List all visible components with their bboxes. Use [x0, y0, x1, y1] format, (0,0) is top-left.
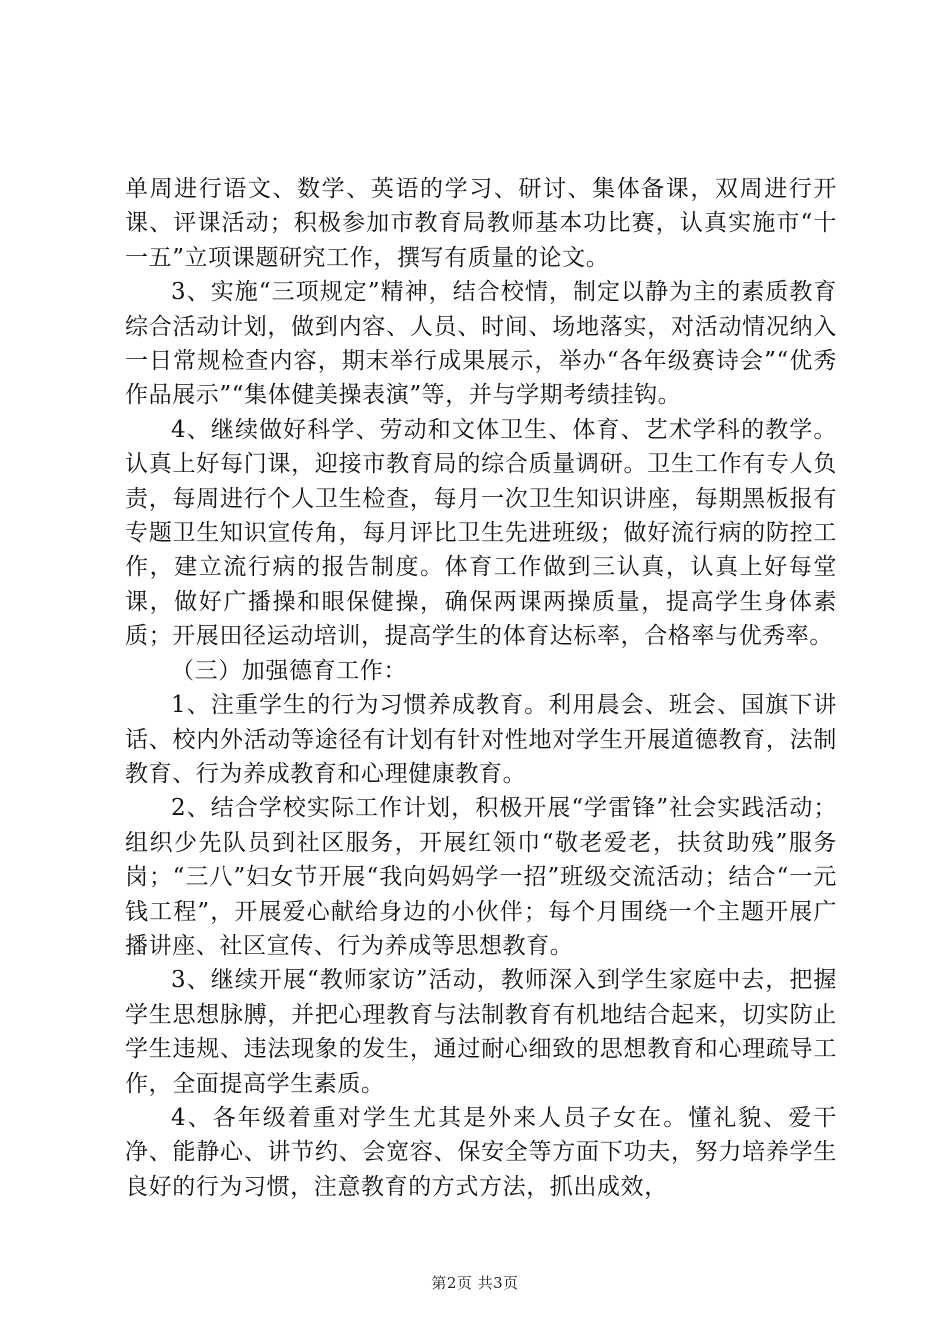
paragraph-item-3-home-visits: 3、继续开展“教师家访”活动，教师深入到学生家庭中去，把握学生思想脉膊，并把心理教育与法制教育有机地结合起来，切实防止学生违规、违法现象的发生，通过耐心细致的思想教育和心理疏导工作，全面提高学生素质。	[125, 967, 837, 1097]
section-heading-moral-education: （三）加强德育工作：	[171, 657, 407, 684]
paragraph-item-3-activities: 3、实施“三项规定”精神，结合校情，制定以静为主的素质教育综合活动计划，做到内容、人员、时间、场地落实，对活动情况纳入一日常规检查内容，期末举行成果展示，举办“各年级赛诗会”“优秀作品展示”“集体健美操表演”等，并与学期考绩挂钩。	[125, 279, 837, 409]
paragraph-item-1-habits: 1、注重学生的行为习惯养成教育。利用晨会、班会、国旗下讲话、校内外活动等途径有计划有针对性地对学生开展道德教育，法制教育、行为养成教育和心理健康教育。	[125, 692, 837, 787]
paragraph-continued: 单周进行语文、数学、英语的学习、研讨、集体备课，双周进行开课、评课活动；积极参加市教育局教师基本功比赛，认真实施市“十一五”立项课题研究工作，撰写有质量的论文。	[125, 176, 837, 271]
paragraph-item-2-practice: 2、结合学校实际工作计划，积极开展“学雷锋”社会实践活动；组织少先队员到社区服务，开展红领巾“敬老爱老，扶贫助残”服务岗；“三八”妇女节开展“我向妈妈学一招”班级交流活动；结合“一元钱工程”，开展爱心献给身边的小伙伴；每个月围绕一个主题开展广播讲座、社区宣传、行为养成等思想教育。	[125, 795, 837, 959]
paragraph-item-4-subjects: 4、继续做好科学、劳动和文体卫生、体育、艺术学科的教学。认真上好每门课，迎接市教育局的综合质量调研。卫生工作有专人负责，每周进行个人卫生检查，每月一次卫生知识讲座，每期黑板报有专题卫生知识宣传角，每月评比卫生先进班级；做好流行病的防控工作，建立流行病的报告制度。体育工作做到三认真，认真上好每堂课，做好广播操和眼保健操，确保两课两操质量，提高学生身体素质；开展田径运动培训，提高学生的体育达标率，合格率与优秀率。	[125, 416, 837, 650]
page-number-footer: 第2页 共3页	[431, 1274, 519, 1292]
paragraph-item-4-behavior: 4、各年级着重对学生尤其是外来人员子女在。懂礼貌、爱干净、能静心、讲节约、会宽容、保安全等方面下功夫，努力培养学生良好的行为习惯，注意教育的方式方法，抓出成效，	[125, 1104, 837, 1200]
document-body	[125, 172, 837, 1204]
